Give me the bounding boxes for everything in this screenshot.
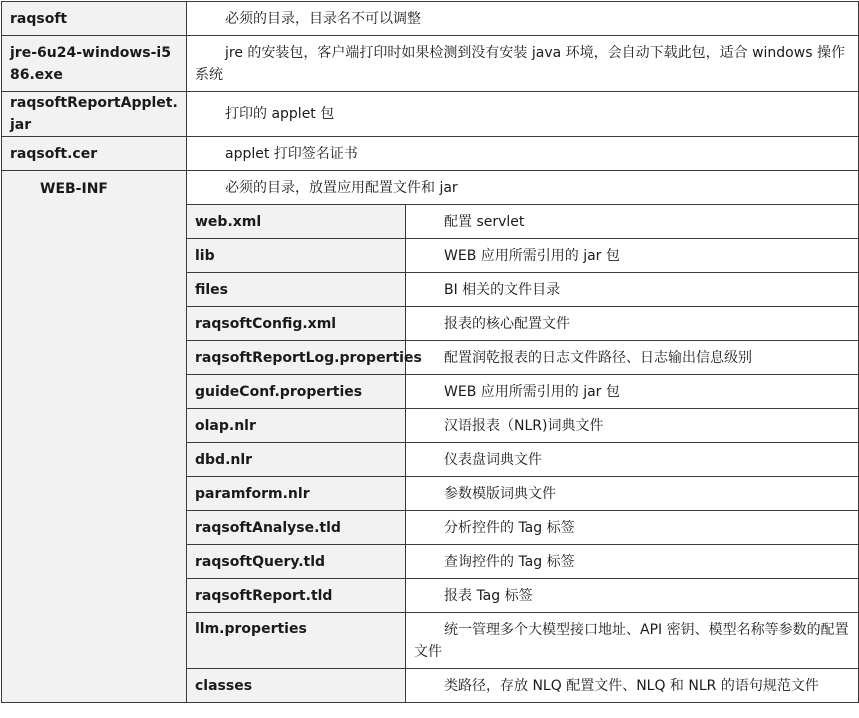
webinf-folder-name: WEB-INF [2,171,187,703]
sub-entry-name: web.xml [187,205,406,239]
sub-entry-description: 配置 servlet [406,205,859,239]
entry-name: raqsoft [2,2,187,36]
sub-entry-description: 报表的核心配置文件 [406,307,859,341]
sub-entry-name: raqsoftConfig.xml [187,307,406,341]
sub-entry-name: raqsoftAnalyse.tld [187,511,406,545]
webinf-description: 必须的目录，放置应用配置文件和 jar [187,171,859,205]
sub-entry-name: olap.nlr [187,409,406,443]
table-row [2,2,859,36]
sub-entry-name: guideConf.properties [187,375,406,409]
entry-name: raqsoftReportApplet.jar [2,92,187,137]
sub-entry-name: raqsoftReportLog.properties [187,341,406,375]
sub-entry-name: raqsoftQuery.tld [187,545,406,579]
entry-name: raqsoft.cer [2,137,187,171]
sub-entry-description: 类路径，存放 NLQ 配置文件、NLQ 和 NLR 的语句规范文件 [406,669,859,703]
sub-entry-description: 汉语报表（NLR)词典文件 [406,409,859,443]
sub-entry-description: 报表 Tag 标签 [406,579,859,613]
sub-entry-description: 配置润乾报表的日志文件路径、日志输出信息级别 [406,341,859,375]
entry-description: 必须的目录，目录名不可以调整 [187,2,859,36]
sub-entry-description: 分析控件的 Tag 标签 [406,511,859,545]
sub-entry-name: raqsoftReport.tld [187,579,406,613]
entry-description: 打印的 applet 包 [187,92,859,137]
sub-entry-description: 查询控件的 Tag 标签 [406,545,859,579]
directory-table [1,1,859,703]
entry-name: jre-6u24-windows-i586.exe [2,36,187,92]
sub-entry-name: lib [187,239,406,273]
sub-entry-name: llm.properties [187,613,406,669]
table-row [2,92,859,137]
entry-description: applet 打印签名证书 [187,137,859,171]
table-row [2,171,859,205]
sub-entry-description: WEB 应用所需引用的 jar 包 [406,239,859,273]
sub-entry-description: 参数模版词典文件 [406,477,859,511]
sub-entry-name: dbd.nlr [187,443,406,477]
sub-entry-description: BI 相关的文件目录 [406,273,859,307]
entry-description: jre 的安装包，客户端打印时如果检测到没有安装 java 环境，会自动下载此包，适合 windows 操作系统 [187,36,859,92]
sub-entry-name: files [187,273,406,307]
table-row [2,137,859,171]
sub-entry-name: classes [187,669,406,703]
sub-entry-description: 统一管理多个大模型接口地址、API 密钥、模型名称等参数的配置文件 [406,613,859,669]
sub-entry-name: paramform.nlr [187,477,406,511]
sub-entry-description: 仪表盘词典文件 [406,443,859,477]
sub-entry-description: WEB 应用所需引用的 jar 包 [406,375,859,409]
table-row [2,36,859,92]
